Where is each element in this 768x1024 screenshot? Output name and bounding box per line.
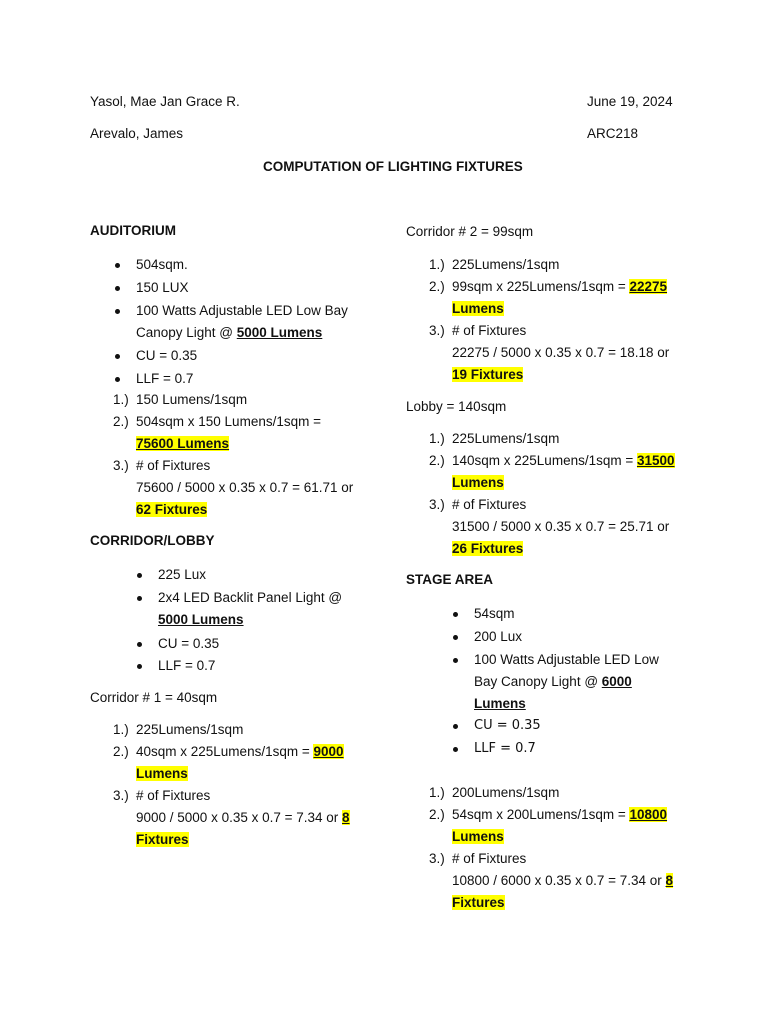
corridor2-step-3: # of Fixtures [452, 323, 527, 338]
bullet-dot [115, 263, 120, 268]
step-number: 2.) [429, 453, 445, 468]
corridor-lobby-heading: CORRIDOR/LOBBY [90, 533, 215, 548]
corridor1-step-3-calc [136, 809, 350, 827]
step-text: 140sqm x 225Lumens/1sqm = [452, 453, 637, 468]
stage-llf: LLF = 0.7 [474, 741, 536, 756]
step-number: 2.) [113, 744, 129, 759]
auditorium-heading: AUDITORIUM [90, 223, 176, 238]
bullet-dot [453, 747, 458, 752]
corridor1-step-1: 225Lumens/1sqm [136, 722, 244, 737]
auditorium-step-3: # of Fixtures [136, 458, 211, 473]
fixture-lumens: 5000 Lumens [236, 325, 323, 340]
lobby-step-3-result [452, 540, 523, 558]
corridor2-heading: Corridor # 2 = 99sqm [406, 224, 534, 239]
step-number: 3.) [429, 323, 445, 338]
corridor2-step-2 [452, 278, 667, 296]
highlight-result: 8 [665, 873, 674, 888]
bullet-dot [453, 612, 458, 617]
corridor2-step-2-result [452, 300, 504, 318]
bullet-dot [115, 354, 120, 359]
bullet-dot [137, 596, 142, 601]
stage-fixture-type: 100 Watts Adjustable LED Low [474, 652, 659, 667]
bullet-dot [137, 664, 142, 669]
step-number: 1.) [113, 392, 129, 407]
corridor-cu: CU = 0.35 [158, 636, 220, 651]
step-number: 2.) [429, 279, 445, 294]
student-name-2: Arevalo, James [90, 126, 184, 141]
highlight-result: 9000 [313, 744, 344, 759]
auditorium-fixture-type: 100 Watts Adjustable LED Low Bay [136, 303, 348, 318]
corridor2-step-3-calc: 22275 / 5000 x 0.35 x 0.7 = 18.18 or [452, 345, 670, 360]
page-title: COMPUTATION OF LIGHTING FIXTURES [263, 159, 523, 174]
step-number: 1.) [429, 257, 445, 272]
auditorium-step-1: 150 Lumens/1sqm [136, 392, 248, 407]
step-text: 99sqm x 225Lumens/1sqm = [452, 279, 630, 294]
corridor1-step-3: # of Fixtures [136, 788, 211, 803]
bullet-dot [137, 573, 142, 578]
bullet-dot [453, 724, 458, 729]
lobby-step-1: 225Lumens/1sqm [452, 431, 560, 446]
lobby-step-2-result [452, 474, 504, 492]
corridor-lux: 225 Lux [158, 567, 207, 582]
stage-step-3-result [452, 894, 505, 912]
highlight-result: Fixtures [136, 832, 189, 847]
corridor1-step-3-result [136, 831, 189, 849]
course-code: ARC218 [587, 126, 639, 141]
stage-step-2-result [452, 828, 504, 846]
stage-step-3: # of Fixtures [452, 851, 527, 866]
highlight-result: Lumens [452, 301, 504, 316]
stage-fixture-lumens [474, 695, 526, 713]
bullet-dot [115, 286, 120, 291]
highlight-result: 26 Fixtures [452, 541, 524, 556]
auditorium-step-3-result [136, 501, 207, 519]
student-name-1: Yasol, Mae Jan Grace R. [90, 94, 240, 109]
bullet-dot [115, 309, 120, 314]
fixture-text: Bay Canopy Light @ [474, 674, 602, 689]
highlight-result: 19 Fixtures [452, 367, 524, 382]
corridor2-step-1: 225Lumens/1sqm [452, 257, 560, 272]
calc-text: 9000 / 5000 x 0.35 x 0.7 = 7.34 or [136, 810, 343, 825]
corridor1-step-2 [136, 743, 344, 761]
fixture-lumens: 5000 Lumens [158, 612, 244, 627]
stage-cu: CU = 0.35 [474, 718, 541, 733]
highlight-result: Lumens [452, 475, 504, 490]
step-number: 3.) [429, 851, 445, 866]
lobby-step-3: # of Fixtures [452, 497, 527, 512]
stage-step-3-calc [452, 872, 673, 890]
step-number: 1.) [429, 785, 445, 800]
step-text: 40sqm x 225Lumens/1sqm = [136, 744, 314, 759]
auditorium-area: 504sqm. [136, 257, 188, 272]
step-number: 2.) [429, 807, 445, 822]
corridor-fixture-lumens [158, 611, 244, 629]
highlight-result: 31500 [636, 453, 675, 468]
bullet-dot [115, 377, 120, 382]
highlight-result: 62 Fixtures [136, 502, 208, 517]
stage-step-2 [452, 806, 667, 824]
auditorium-lux: 150 LUX [136, 280, 189, 295]
corridor-llf: LLF = 0.7 [158, 658, 216, 673]
fixture-lumens: Lumens [474, 696, 526, 711]
lobby-step-3-calc: 31500 / 5000 x 0.35 x 0.7 = 25.71 or [452, 519, 670, 534]
corridor1-step-2-result [136, 765, 188, 783]
auditorium-step-2: 504sqm x 150 Lumens/1sqm = [136, 414, 321, 429]
highlight-result: 22275 [629, 279, 668, 294]
step-number: 3.) [429, 497, 445, 512]
fixture-lumens: 6000 [601, 674, 632, 689]
stage-heading: STAGE AREA [406, 572, 494, 587]
lobby-step-2 [452, 452, 675, 470]
bullet-dot [137, 642, 142, 647]
highlight-result: 8 [342, 810, 350, 825]
date-text: June 19, 2024 [587, 94, 673, 109]
step-text: 54sqm x 200Lumens/1sqm = [452, 807, 630, 822]
auditorium-step-3-calc: 75600 / 5000 x 0.35 x 0.7 = 61.71 or [136, 480, 354, 495]
auditorium-step-2-result [136, 435, 229, 453]
step-number: 1.) [113, 722, 129, 737]
stage-area: 54sqm [474, 606, 515, 621]
bullet-dot [453, 658, 458, 663]
bullet-dot [453, 635, 458, 640]
corridor-fixture-type: 2x4 LED Backlit Panel Light @ [158, 590, 343, 605]
auditorium-cu: CU = 0.35 [136, 348, 198, 363]
lobby-heading: Lobby = 140sqm [406, 399, 507, 414]
highlight-result: 10800 [629, 807, 668, 822]
step-number: 3.) [113, 458, 129, 473]
stage-step-1: 200Lumens/1sqm [452, 785, 560, 800]
highlight-result: 75600 Lumens [136, 436, 230, 451]
highlight-result: Lumens [452, 829, 504, 844]
stage-lux: 200 Lux [474, 629, 523, 644]
calc-text: 10800 / 6000 x 0.35 x 0.7 = 7.34 or [452, 873, 666, 888]
step-number: 2.) [113, 414, 129, 429]
corridor1-heading: Corridor # 1 = 40sqm [90, 690, 218, 705]
corridor2-step-3-result [452, 366, 523, 384]
highlight-result: Lumens [136, 766, 188, 781]
step-number: 3.) [113, 788, 129, 803]
auditorium-fixture-type-cont [136, 324, 322, 342]
stage-fixture-type-cont [474, 673, 632, 691]
highlight-result: Fixtures [452, 895, 505, 910]
step-number: 1.) [429, 431, 445, 446]
fixture-text: Canopy Light @ [136, 325, 237, 340]
auditorium-llf: LLF = 0.7 [136, 371, 194, 386]
